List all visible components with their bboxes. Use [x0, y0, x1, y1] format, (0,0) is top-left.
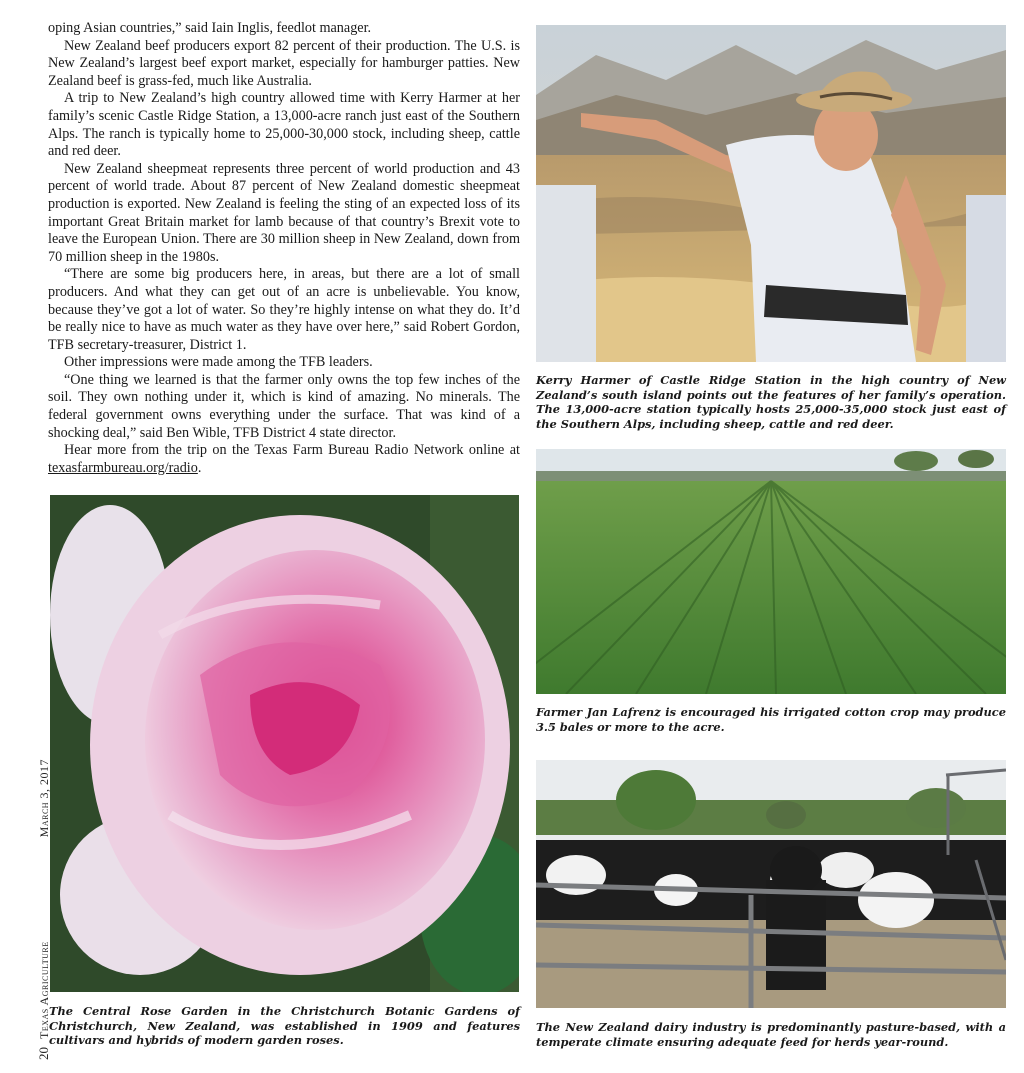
page-footer-vertical — [36, 759, 52, 1060]
article-body — [48, 20, 520, 477]
article-paragraph: oping Asian countries,” said Iain Inglis, feedlot manager. — [48, 20, 372, 36]
issue-date: March 3, 2017 — [37, 758, 51, 838]
rose-photo — [50, 495, 519, 992]
cotton-caption: Farmer Jan Lafrenz is encouraged his irrigated cotton crop may produce 3.5 bales or more to the acre. — [536, 705, 1006, 734]
rose-caption: The Central Rose Garden in the Christchurch Botanic Gardens of Christchurch, New Zealand, was established in 1909 and features cultivars and hybrids of modern garden roses. — [49, 1004, 520, 1048]
page-number: 20 — [36, 1047, 51, 1060]
article-paragraph: A trip to New Zealand’s high country allowed time with Kerry Harmer at her family’s scenic Castle Ridge Station, a 13,000-acre ranch just east of the Southern Alps. The ranch is typically home to 25,000-30,000 stock, including sheep, cattle and red deer. — [48, 90, 520, 160]
article-paragraph: New Zealand sheepmeat represents three percent of world production and 43 percent of world trade. About 87 percent of New Zealand domestic sheepmeat production is exported. New Zealand is feeling the sting of an expected loss of its important Great Britain market for lamb because of that country’s Brexit vote to leave the European Union. There are 30 million sheep in New Zealand, down from 70 million sheep in the 1980s. — [48, 160, 520, 265]
harmer-photo — [536, 25, 1006, 362]
closing-text: Hear more from the trip on the Texas Farm Bureau Radio Network online at — [64, 442, 520, 459]
article-paragraph: “One thing we learned is that the farmer only owns the top few inches of the soil. They own nothing under it, which is kind of amazing. No minerals. The federal government owns everything under the surface. That was kind of a shocking deal,” said Ben Wible, TFB District 4 state director. — [48, 371, 520, 441]
radio-link[interactable]: texasfarmbureau.org/radio — [48, 459, 198, 476]
article-paragraph-closing — [48, 442, 520, 477]
cotton-field-photo — [536, 449, 1006, 694]
dairy-herd-photo — [536, 760, 1006, 1008]
dairy-caption: The New Zealand dairy industry is predominantly pasture-based, with a temperate climate ensuring adequate feed for herds year-round. — [536, 1020, 1006, 1049]
article-paragraph: New Zealand beef producers export 82 percent of their production. The U.S. is New Zealand’s largest beef export market, especially for hamburger patties. New Zealand beef is grass-fed, much like Australia. — [48, 37, 520, 89]
closing-end: . — [197, 459, 202, 476]
article-paragraph: Other impressions were made among the TFB leaders. — [64, 354, 373, 371]
publication-name: Texas Agriculture — [37, 941, 51, 1039]
harmer-caption: Kerry Harmer of Castle Ridge Station in the high country of New Zealand’s south island points out the features of her family’s operation. The 13,000-acre station typically hosts 25,000-35,000 stock just east of the Southern Alps, including sheep, cattle and red deer. — [536, 373, 1006, 431]
article-paragraph: “There are some big producers here, in areas, but there are a lot of small producers. And what they can get out of an acre is unbelievable. You know, because they’ve got a lot of water. So they’re highly intense on what they do. It’d be really nice to have as much water as they have over here,” said Robert Gordon, TFB secretary-treasurer, District 1. — [48, 266, 520, 353]
